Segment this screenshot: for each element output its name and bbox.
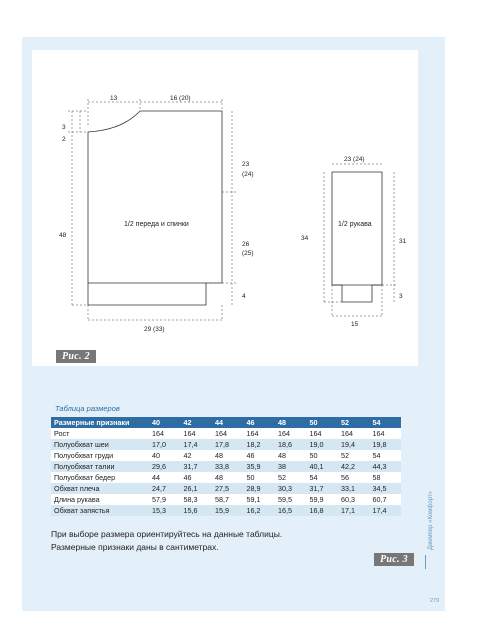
table-cell: 50 [244, 472, 276, 483]
table-row-label: Полуобхват талии [51, 461, 149, 472]
table-cell: 164 [181, 428, 213, 439]
table-header-cell: Размерные признаки [51, 417, 149, 428]
table-cell: 17,0 [149, 439, 181, 450]
table-cell: 16,8 [307, 505, 339, 516]
table-cell: 19,0 [307, 439, 339, 450]
table-cell: 164 [244, 428, 276, 439]
note-line-1: При выборе размера ориентируйтесь на данные таблицы. [51, 529, 283, 539]
fig-3-label: Рис. 3 [374, 553, 414, 566]
table-row-label: Длина рукава [51, 494, 149, 505]
table-row [51, 505, 401, 516]
dim-side-alt: (25) [242, 250, 254, 257]
table-cell: 48 [212, 472, 244, 483]
table-cell: 57,9 [149, 494, 181, 505]
table-cell: 46 [244, 450, 276, 461]
table-cell: 164 [275, 428, 307, 439]
table-cell: 48 [212, 450, 244, 461]
pattern-diagram [32, 50, 418, 366]
table-header-cell: 40 [149, 417, 181, 428]
table-cell: 52 [275, 472, 307, 483]
table-cell: 164 [370, 428, 402, 439]
table-row [51, 450, 401, 461]
dim-neck-b: 2 [62, 136, 66, 143]
table-cell: 17,4 [370, 505, 402, 516]
table-cell: 44 [149, 472, 181, 483]
dim-body-neck: 13 [110, 95, 118, 102]
table-row-label: Полуобхват шеи [51, 439, 149, 450]
table-cell: 42,2 [338, 461, 370, 472]
table-cell: 58,7 [212, 494, 244, 505]
table-cell: 27,5 [212, 483, 244, 494]
table-header-row [51, 417, 401, 428]
table-cell: 34,5 [370, 483, 402, 494]
dim-sleeve-rib: 3 [399, 293, 403, 300]
dim-body-height: 48 [59, 232, 67, 239]
table-cell: 18,2 [244, 439, 276, 450]
table-cell: 42 [181, 450, 213, 461]
sidebar-divider [425, 555, 426, 569]
sleeve-piece-label: 1/2 рукава [338, 221, 372, 228]
table-header-cell: 52 [338, 417, 370, 428]
table-cell: 17,4 [181, 439, 213, 450]
table-row [51, 428, 401, 439]
pattern-panel [32, 50, 418, 366]
dim-side: 26 [242, 241, 250, 248]
table-cell: 164 [338, 428, 370, 439]
table-cell: 16,2 [244, 505, 276, 516]
table-cell: 164 [212, 428, 244, 439]
table-cell: 16,5 [275, 505, 307, 516]
table-cell: 17,1 [338, 505, 370, 516]
dim-sleeve-cuff: 15 [351, 321, 359, 328]
table-cell: 18,6 [275, 439, 307, 450]
sidebar-text: Джемпер «Комфорт» [428, 491, 434, 550]
table-cell: 50 [307, 450, 339, 461]
table-row [51, 483, 401, 494]
table-header-cell: 44 [212, 417, 244, 428]
dim-sleeve-top: 23 (24) [344, 156, 365, 163]
dim-sleeve-len-right: 31 [399, 238, 407, 245]
table-row [51, 461, 401, 472]
table-cell: 40,1 [307, 461, 339, 472]
table-cell: 60,3 [338, 494, 370, 505]
table-row-label: Полуобхват груди [51, 450, 149, 461]
table-row [51, 472, 401, 483]
table-cell: 15,9 [212, 505, 244, 516]
table-cell: 30,3 [275, 483, 307, 494]
dim-neck-a: 3 [62, 124, 66, 131]
table-cell: 59,1 [244, 494, 276, 505]
table-header-cell: 54 [370, 417, 402, 428]
table-cell: 31,7 [181, 461, 213, 472]
table-cell: 31,7 [307, 483, 339, 494]
table-row [51, 494, 401, 505]
dim-sleeve-len: 34 [301, 235, 309, 242]
dim-body-shoulder: 16 (20) [170, 95, 191, 102]
page-number: 279 [430, 598, 440, 604]
table-header-cell: 46 [244, 417, 276, 428]
table-cell: 33,1 [338, 483, 370, 494]
size-table [51, 417, 401, 516]
table-cell: 17,8 [212, 439, 244, 450]
table-cell: 26,1 [181, 483, 213, 494]
dim-armhole: 23 [242, 161, 250, 168]
table-cell: 15,6 [181, 505, 213, 516]
table-header-cell: 50 [307, 417, 339, 428]
fig-2-label: Рис. 2 [56, 350, 96, 363]
table-cell: 38 [275, 461, 307, 472]
table-cell: 19,4 [338, 439, 370, 450]
table-cell: 56 [338, 472, 370, 483]
table-cell: 29,6 [149, 461, 181, 472]
table-cell: 24,7 [149, 483, 181, 494]
table-cell: 40 [149, 450, 181, 461]
table-cell: 54 [370, 450, 402, 461]
table-cell: 164 [149, 428, 181, 439]
table-cell: 15,3 [149, 505, 181, 516]
table-cell: 35,9 [244, 461, 276, 472]
body-piece-outline [88, 111, 222, 305]
table-cell: 54 [307, 472, 339, 483]
table-cell: 58,3 [181, 494, 213, 505]
table-title: Таблица размеров [55, 404, 120, 413]
table-row [51, 439, 401, 450]
table-row-label: Обхват плеча [51, 483, 149, 494]
table-cell: 19,8 [370, 439, 402, 450]
dim-armhole-alt: (24) [242, 171, 254, 178]
table-header-cell: 48 [275, 417, 307, 428]
table-cell: 59,9 [307, 494, 339, 505]
body-piece-label: 1/2 переда и спинки [124, 221, 189, 228]
table-row-label: Полуобхват бедер [51, 472, 149, 483]
dim-body-width: 29 (33) [144, 326, 165, 333]
table-cell: 164 [307, 428, 339, 439]
table-cell: 33,8 [212, 461, 244, 472]
table-row-label: Рост [51, 428, 149, 439]
table-cell: 48 [275, 450, 307, 461]
table-cell: 28,9 [244, 483, 276, 494]
sleeve-piece-outline [332, 172, 382, 302]
table-cell: 52 [338, 450, 370, 461]
table-cell: 60,7 [370, 494, 402, 505]
table-body [51, 428, 401, 516]
table-cell: 44,3 [370, 461, 402, 472]
note-line-2: Размерные признаки даны в сантиметрах. [51, 542, 219, 552]
table-header-cell: 42 [181, 417, 213, 428]
table-cell: 58 [370, 472, 402, 483]
table-cell: 46 [181, 472, 213, 483]
table-row-label: Обхват запястья [51, 505, 149, 516]
table-cell: 59,5 [275, 494, 307, 505]
dim-rib: 4 [242, 293, 246, 300]
